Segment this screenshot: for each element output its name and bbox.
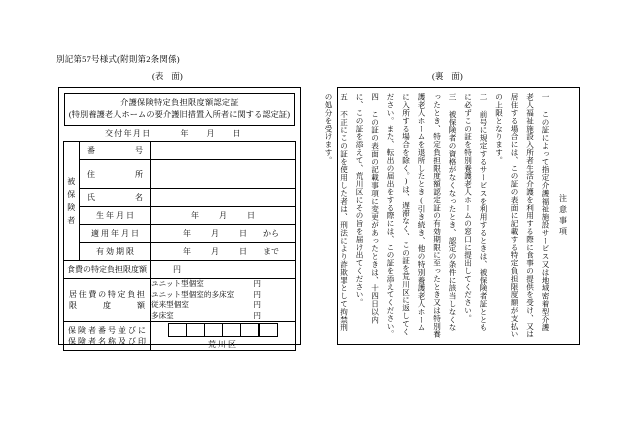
issue-date-row	[63, 126, 296, 141]
certificate-subtitle: (特別養護老人ホームの要介護旧措置入所者に関する認定証)	[68, 110, 291, 119]
name-label-cell	[80, 189, 151, 207]
insurer-label-line2: 保 険 者 名 称 及 び 印	[68, 337, 146, 346]
room-type-unit: 円	[253, 310, 261, 320]
room-type-row	[151, 311, 295, 322]
apply-day: 日	[239, 229, 247, 238]
expiry-label-cell: 有 効 期 限	[80, 243, 151, 261]
expiry-year: 年	[183, 247, 191, 256]
insured-person-vertical-label	[64, 142, 80, 261]
table-row-address	[64, 160, 296, 189]
notice-item-number: 五	[339, 93, 349, 101]
notice-item	[491, 93, 553, 339]
table-row-living-cost	[64, 279, 296, 322]
notice-item-number: 四	[370, 93, 380, 101]
insurer-number-box[interactable]	[240, 323, 259, 337]
back-face-panel	[324, 87, 580, 345]
living-label-j: 度	[103, 301, 111, 310]
expiry-suffix: まで	[263, 247, 279, 256]
birthdate-label-cell: 生 年 月 日	[80, 207, 151, 225]
birthdate-value-field[interactable]	[151, 207, 296, 225]
food-cost-label: 食費の特定負担限度額	[64, 261, 151, 279]
insurer-number-box[interactable]	[222, 323, 241, 337]
room-type-unit: 円	[253, 289, 261, 299]
insured-label-char-2: 保	[67, 190, 76, 199]
issue-date-slots	[172, 128, 250, 139]
food-cost-unit: 円	[173, 265, 181, 274]
name-label-a: 氏	[87, 193, 95, 202]
apply-date-value-field[interactable]	[151, 225, 296, 243]
notice-item	[383, 93, 461, 339]
room-type-name: 多床室	[151, 310, 174, 320]
living-label-a: 居	[69, 290, 77, 299]
insurer-number-box[interactable]	[186, 323, 205, 337]
notice-item-text: 前号に規定するサービスを利用するときは、被保険者証とともに必ずこの証を特別養護老人ホームの窓口に提出してください。	[463, 93, 488, 332]
living-label-h: 担	[136, 290, 145, 299]
expiry-month: 月	[211, 247, 219, 256]
room-type-row	[151, 290, 295, 301]
certificate-title: 介護保険特定負担限度額認定証	[120, 98, 239, 107]
address-value-field[interactable]	[151, 160, 296, 189]
notice-container	[324, 93, 573, 339]
issue-date-day: 日	[232, 129, 241, 138]
notice-item-text: この証の表面の記載事項に変更があったときは、十四日以内に、この証を添えて、荒川区にその旨を届け出てください。	[355, 93, 380, 324]
apply-suffix: から	[263, 229, 279, 238]
living-label-k: 額	[137, 301, 145, 310]
table-row-birthdate	[64, 207, 296, 225]
number-label-cell	[80, 142, 151, 160]
table-row-expiry	[64, 243, 296, 261]
living-cost-label	[64, 279, 151, 322]
table-row-name	[64, 189, 296, 207]
apply-month: 月	[211, 229, 219, 238]
insurer-label-line1: 保 険 者 番 号 並 び に	[68, 326, 146, 335]
birth-day: 日	[247, 211, 255, 220]
living-label-b: 住	[78, 290, 87, 299]
room-type-unit: 円	[253, 300, 261, 309]
insured-label-char-4: 者	[67, 216, 76, 225]
certificate-table	[63, 141, 296, 351]
room-type-unit: 円	[253, 279, 261, 288]
notice-item-text: 被保険者の資格がなくなったとき、認定の条件に該当しなくなったとき、特定負担限度額認定証の有効期限に至ったとき又は特別養護老人ホームを退所したとき(引き続き、他の特別養護老人ホームに入所する場合を除く。)は、遅滞なく、この証を荒川区に返してください。また、転出の届出をする際には、この証を添えてください。	[386, 93, 457, 338]
birth-month: 月	[219, 211, 227, 220]
food-cost-value-field[interactable]	[151, 261, 296, 279]
insurer-name: 荒川区	[208, 340, 238, 349]
birth-year: 年	[191, 211, 199, 220]
insurer-label	[64, 322, 151, 351]
living-label-c: 費	[88, 290, 97, 299]
room-type-name: 従来型個室	[151, 300, 189, 309]
name-value-field[interactable]	[151, 189, 296, 207]
room-type-name: ユニット型個室	[151, 279, 204, 288]
insurer-value-field[interactable]	[151, 322, 296, 351]
address-label-cell	[80, 160, 151, 189]
insurer-number-box[interactable]	[204, 323, 223, 337]
expiry-day: 日	[239, 247, 247, 256]
apply-year: 年	[183, 229, 191, 238]
room-type-name: ユニット型個室的多床室	[151, 289, 235, 299]
back-face-label-left: (裏	[432, 71, 444, 81]
living-label-e: 特	[107, 290, 116, 299]
notice-heading: 注意事項	[558, 194, 568, 238]
form-number-label: 別記第57号様式(附則第2条関係)	[56, 54, 180, 64]
back-face-label-right: 面)	[451, 71, 463, 81]
expiry-value-field[interactable]	[151, 243, 296, 261]
front-face-label-right: 面)	[171, 71, 183, 81]
name-label-b: 名	[135, 193, 143, 202]
issue-date-month: 月	[206, 129, 215, 138]
apply-date-label-cell: 適 用 年 月 日	[80, 225, 151, 243]
front-face-label	[152, 70, 183, 82]
table-row-insurer	[64, 322, 296, 351]
insurer-number-boxes[interactable]	[151, 323, 295, 337]
notice-item-number: 三	[448, 93, 457, 101]
notice-item	[352, 93, 383, 339]
insurer-number-box[interactable]	[168, 323, 187, 337]
table-row-apply-date	[64, 225, 296, 243]
table-row-food-cost	[64, 261, 296, 279]
room-type-row	[151, 279, 295, 290]
number-label-b: 号	[135, 146, 143, 155]
notice-item-number: 二	[479, 93, 488, 101]
notice-item-text: この証によって指定介護福祉施設サービス又は地域密着型介護老人福祉施設入所者生活介護を利用する際に食事の提供を受け、又は居住する場合には、この証の表面に記載する特定負担限度額が支払いの上限となります。	[494, 93, 550, 338]
insured-label-char-1: 被	[67, 177, 76, 186]
notice-item-number: 一	[541, 93, 550, 101]
living-label-g: 負	[127, 290, 136, 299]
issue-date-year: 年	[180, 129, 189, 138]
living-label-i: 限	[69, 301, 77, 310]
insurer-number-box[interactable]	[259, 323, 278, 337]
certificate-title-box	[64, 93, 295, 126]
number-value-field[interactable]	[151, 142, 296, 160]
issue-date-label: 交付年月日	[105, 129, 152, 138]
notice-item-text: 不正にこの証を使用した者は、刑法により詐欺罪として拘禁刑の処分を受けます。	[324, 93, 349, 332]
living-cost-value-field[interactable]	[151, 279, 296, 322]
address-label-b: 所	[135, 169, 143, 179]
insured-label-char-3: 険	[67, 203, 76, 212]
living-label-d: の	[98, 290, 107, 299]
notice-item	[321, 93, 352, 339]
number-label-a: 番	[87, 146, 95, 155]
living-label-f: 定	[117, 290, 126, 299]
notice-item	[460, 93, 491, 339]
table-row-number	[64, 142, 296, 160]
front-face-panel	[58, 87, 301, 349]
room-type-row	[151, 300, 295, 311]
address-label-a: 住	[87, 169, 95, 179]
front-face-label-left: (表	[152, 71, 164, 81]
back-face-label	[432, 70, 463, 82]
